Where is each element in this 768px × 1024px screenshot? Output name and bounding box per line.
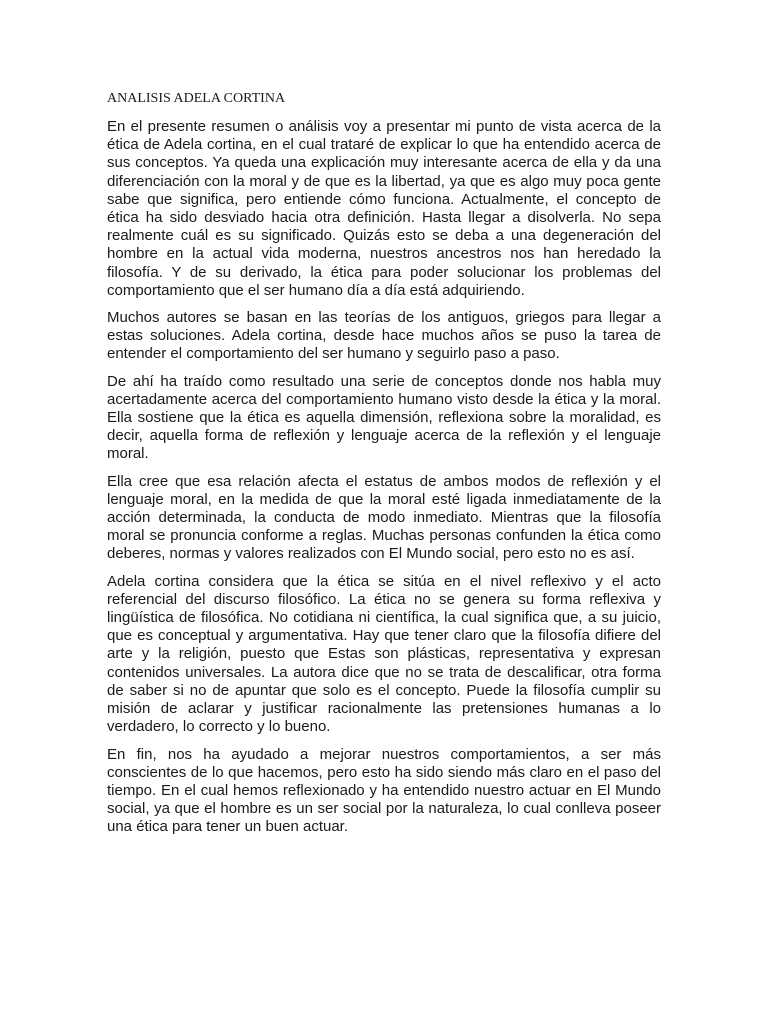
paragraph-4: Ella cree que esa relación afecta el estatus de ambos modos de reflexión y el lenguaje moral, en la medida de que la moral esté ligada inmediatamente de la acción determinada, la conducta de modo inmediato. Mientras que la filosofía moral se pronuncia conforme a reglas. Muchas personas confunden la ética como deberes, normas y valores realizados con El Mundo social, pero esto no es así. xyxy=(107,472,661,563)
document-body xyxy=(107,118,661,846)
paragraph-6: En fin, nos ha ayudado a mejorar nuestros comportamientos, a ser más conscientes de lo que hacemos, pero esto ha sido siendo más claro en el paso del tiempo. En el cual hemos reflexionado y ha entendido nuestro actuar en El Mundo social, ya que el hombre es un ser social por la naturaleza, lo cual conlleva poseer una ética para tener un buen actuar. xyxy=(107,745,661,836)
paragraph-5: Adela cortina considera que la ética se sitúa en el nivel reflexivo y el acto referencial del discurso filosófico. La ética no se genera su forma reflexiva y lingüística de filosófica. No cotidiana ni científica, la cual significa que, a su juicio, que es conceptual y argumentativa. Hay que tener claro que la filosofía difiere del arte y la religión, puesto que Estas son plásticas, representativa y expresan contenidos universales. La autora dice que no se trata de descalificar, otra forma de saber si no de apuntar que solo es el concepto. Puede la filosofía cumplir su misión de aclarar y justificar racionalmente las pretensiones humanas a lo verdadero, lo correcto y lo bueno. xyxy=(107,572,661,736)
paragraph-1: En el presente resumen o análisis voy a presentar mi punto de vista acerca de la ética de Adela cortina, en el cual trataré de explicar lo que ha entendido acerca de sus conceptos. Ya queda una explicación muy interesante acerca de ella y da una diferenciación con la moral y de que es la libertad, ya que es algo muy poca gente sabe que significa, pero entiende cómo funciona. Actualmente, el concepto de ética ha sido desviado hacia otra definición. Hasta llegar a disolverla. No sepa realmente cuál es su significado. Quizás esto se deba a una degeneración del hombre en la actual vida moderna, nuestros ancestros nos han heredado la filosofía. Y de su derivado, la ética para poder solucionar los problemas del comportamiento que el ser humano día a día está adquiriendo. xyxy=(107,118,661,299)
document-title: ANALISIS ADELA CORTINA xyxy=(107,91,286,106)
paragraph-3: De ahí ha traído como resultado una serie de conceptos donde nos habla muy acertadamente acerca del comportamiento humano visto desde la ética y la moral. Ella sostiene que la ética es aquella dimensión, reflexiona sobre la moralidad, es decir, aquella forma de reflexión y lenguaje acerca de la reflexión y el lenguaje moral. xyxy=(107,372,661,463)
paragraph-2: Muchos autores se basan en las teorías de los antiguos, griegos para llegar a estas soluciones. Adela cortina, desde hace muchos años se puso la tarea de entender el comportamiento del ser humano y seguirlo paso a paso. xyxy=(107,309,661,363)
